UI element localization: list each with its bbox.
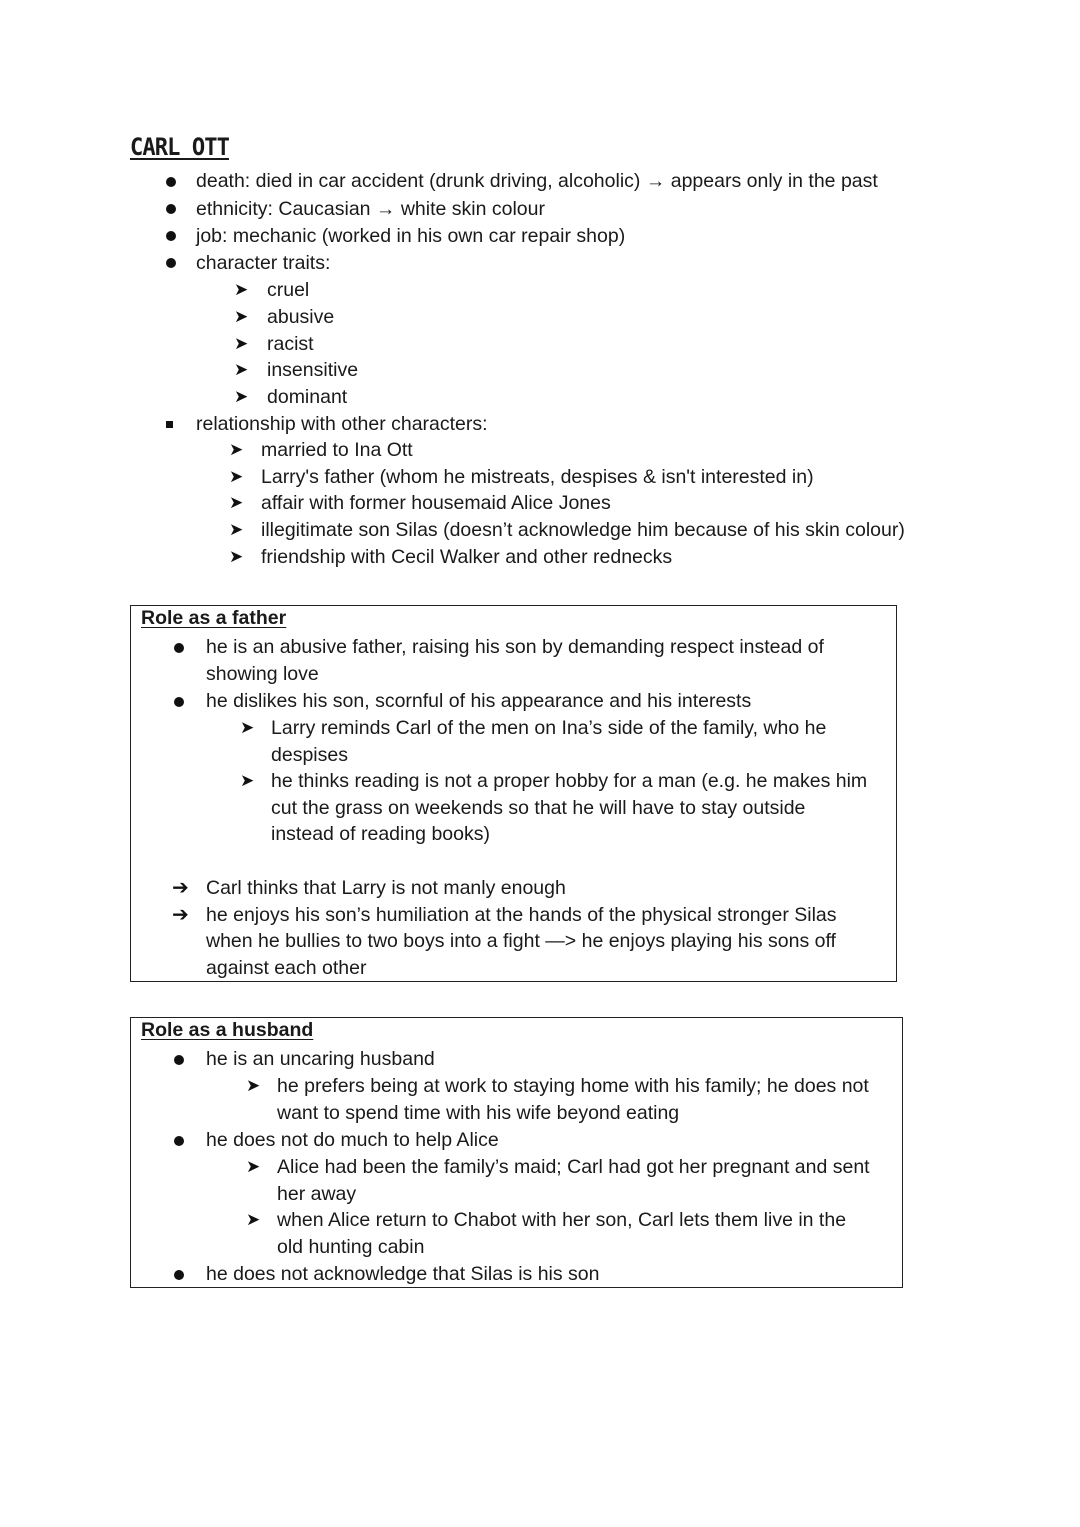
husband-subpoint: her away [277, 1183, 357, 1205]
relationship-heading: relationship with other characters: [196, 413, 488, 435]
fact-traits-heading: character traits: [196, 252, 331, 274]
husband-point: he does not acknowledge that Silas is his son [206, 1263, 600, 1285]
husband-point: he is an uncaring husband [206, 1048, 435, 1070]
husband-subpoint: when Alice return to Chabot with her son, Carl lets them live in the [277, 1209, 847, 1231]
fact-death: death: died in car accident (drunk driving, alcoholic) → appears only in the past [196, 170, 878, 192]
bullet-icon [174, 1136, 184, 1146]
husband-point: he does not do much to help Alice [206, 1129, 499, 1151]
husband-subpoint: want to spend time with his wife beyond eating [277, 1102, 680, 1124]
bullet-icon [174, 643, 184, 653]
bullet-icon [166, 177, 176, 187]
arrow-bullet-icon: ➤ [234, 280, 249, 299]
bullet-icon [174, 697, 184, 707]
arrow-bullet-icon: ➤ [234, 387, 249, 406]
husband-subpoint: Alice had been the family’s maid; Carl had got her pregnant and sent [277, 1156, 870, 1178]
father-subpoint: cut the grass on weekends so that he will have to stay outside [271, 797, 806, 819]
bullet-icon [166, 258, 176, 268]
relationship-item: affair with former housemaid Alice Jones [261, 492, 611, 514]
trait-item: insensitive [267, 359, 359, 381]
trait-item: dominant [267, 386, 348, 408]
husband-role-heading: Role as a husband [141, 1019, 314, 1041]
husband-subpoint: old hunting cabin [277, 1236, 425, 1258]
right-arrow-icon: ➔ [172, 904, 189, 926]
bullet-icon [166, 204, 176, 214]
fact-ethnicity: ethnicity: Caucasian → white skin colour [196, 198, 545, 220]
relationship-item: Larry's father (whom he mistreats, despises & isn't interested in) [261, 466, 814, 488]
arrow-bullet-icon: ➤ [246, 1157, 261, 1176]
page-title: CARL OTT [130, 133, 229, 161]
arrow-bullet-icon: ➤ [240, 718, 255, 737]
father-point: he is an abusive father, raising his son by demanding respect instead of [206, 636, 824, 658]
arrow-bullet-icon: ➤ [229, 547, 244, 566]
relationship-item: friendship with Cecil Walker and other rednecks [261, 546, 673, 568]
arrow-bullet-icon: ➤ [229, 493, 244, 512]
trait-item: abusive [267, 306, 335, 328]
bullet-icon [166, 231, 176, 241]
husband-subpoint: he prefers being at work to staying home with his family; he does not [277, 1075, 869, 1097]
fact-job: job: mechanic (worked in his own car repair shop) [196, 225, 626, 247]
arrow-bullet-icon: ➤ [240, 771, 255, 790]
arrow-bullet-icon: ➤ [246, 1076, 261, 1095]
father-subpoint: he thinks reading is not a proper hobby for a man (e.g. he makes him [271, 770, 868, 792]
father-point: showing love [206, 663, 319, 685]
father-subpoint: instead of reading books) [271, 823, 490, 845]
arrow-bullet-icon: ➤ [229, 467, 244, 486]
right-arrow-icon: ➔ [172, 877, 189, 899]
relationship-item: illegitimate son Silas (doesn’t acknowledge him because of his skin colour) [261, 519, 905, 541]
father-conclusion: he enjoys his son’s humiliation at the hands of the physical stronger Silas [206, 904, 837, 926]
father-conclusion: against each other [206, 957, 367, 979]
bullet-icon [174, 1055, 184, 1065]
arrow-bullet-icon: ➤ [234, 334, 249, 353]
father-conclusion: Carl thinks that Larry is not manly enough [206, 877, 566, 899]
arrow-bullet-icon: ➤ [229, 520, 244, 539]
father-conclusion: when he bullies to two boys into a fight —> he enjoys playing his sons off [206, 930, 836, 952]
arrow-bullet-icon: ➤ [229, 440, 244, 459]
arrow-bullet-icon: ➤ [246, 1210, 261, 1229]
father-subpoint: Larry reminds Carl of the men on Ina’s side of the family, who he [271, 717, 827, 739]
trait-item: cruel [267, 279, 310, 301]
arrow-bullet-icon: ➤ [234, 360, 249, 379]
bullet-icon [174, 1270, 184, 1280]
trait-item: racist [267, 333, 314, 355]
square-bullet-icon [166, 421, 173, 428]
father-role-heading: Role as a father [141, 607, 287, 629]
father-subpoint: despises [271, 744, 348, 766]
arrow-bullet-icon: ➤ [234, 307, 249, 326]
relationship-item: married to Ina Ott [261, 439, 413, 461]
father-point: he dislikes his son, scornful of his appearance and his interests [206, 690, 752, 712]
